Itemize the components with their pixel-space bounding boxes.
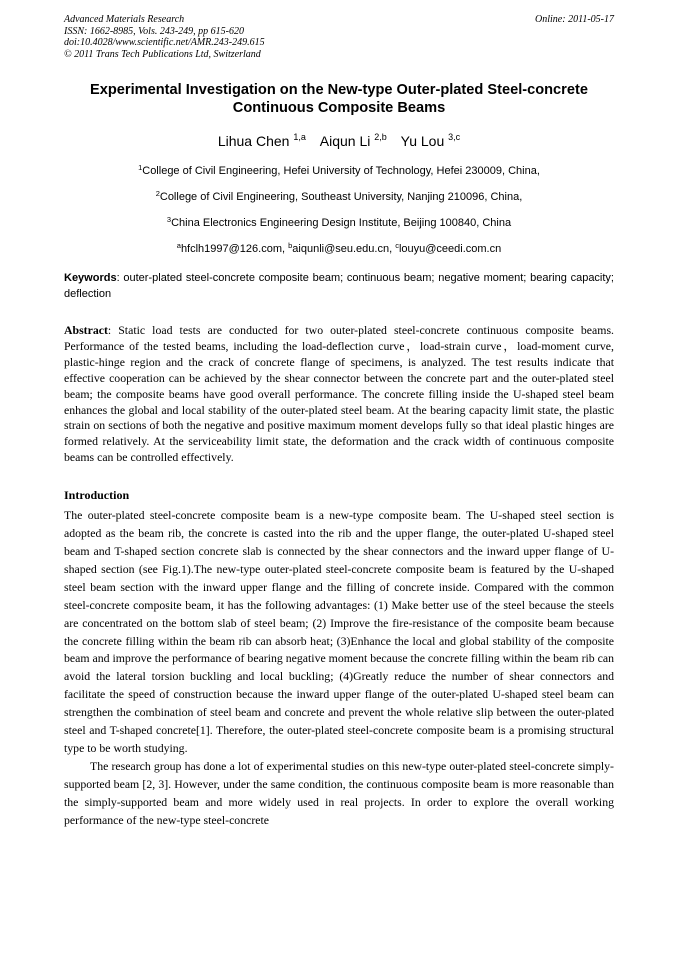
affiliation: $^3$China Electronics Engineering Design Institute, Beijing 100840, China <box>166 215 512 229</box>
author-name: Aiqun Li <box>319 133 371 149</box>
abstract-label: Abstract <box>64 323 108 337</box>
author <box>218 133 306 149</box>
title-line-2: Continuous Composite Beams <box>232 99 446 116</box>
body-paragraph: The outer-plated steel-concrete composite beam is a new-type composite beam. The U-shaped steel section is adopted as the beam rib, the concrete is casted into the rib and the upper flange, the outer-plated U-shaped steel beam and T-shaped section concrete slab is connected by the shear connectors and the inward upper flange of U-shaped section (see Fig.1).The new-type outer-plated steel-concrete composite beam is featured by the U-shaped steel beam section with the inward upper flange and the filling of concrete inside. Compared with the common steel-concrete composite beam, it has the following advantages: (1) Make better use of the steel because the steels are concentrated on the bottom slab of steel beam; (2) Improve the fire-resistance of the composite beam because the concrete filling within the beam rib can absorb heat; (3)Enhance the local and global stability of the composite beam and improve the performance of bearing negative moment because the concrete filling within the beam rib can avoid the lateral torsion buckling and local buckling; (4)Greatly reduce the number of shear connectors and facilitate the speed of construction because the inward upper flange of the outer-plated U-shaped steel beam can strengthen the combination of steel beam and concrete and prevent the whole relative slip between the outer-plated steel and T-shaped concrete[1]. Therefore, the outer-plated steel-concrete composite beam is a promising structural type to be worth studying. <box>64 508 614 755</box>
affiliations <box>64 164 614 257</box>
paper-title <box>64 82 614 117</box>
publication-info <box>64 14 614 60</box>
abstract-block <box>64 323 614 466</box>
copyright-line: © 2011 Trans Tech Publications Ltd, Switzerland <box>64 48 261 60</box>
keywords-block <box>64 270 614 302</box>
author-list <box>64 131 614 151</box>
author-name: Lihua Chen <box>217 133 290 149</box>
affiliation: $^2$College of Civil Engineering, Southeast University, Nanjing 210096, China, <box>155 189 523 203</box>
author <box>401 133 461 149</box>
journal-name: Advanced Materials Research <box>64 14 185 25</box>
title-line-1: Experimental Investigation on the New-type Outer-plated Steel-concrete <box>90 82 588 98</box>
introduction-heading: Introduction <box>64 488 130 503</box>
issn-line: ISSN: 1662-8985, Vols. 243-249, pp 615-620 <box>64 25 244 37</box>
online-date: Online: 2011-05-17 <box>535 14 614 25</box>
author-emails: $^a$hfclh1997@126.com, $^b$aiqunli@seu.edu.cn, $^c$louyu@ceedi.com.cn <box>176 241 502 255</box>
author <box>320 133 387 149</box>
author-superscript: 2,b <box>374 132 387 142</box>
body-paragraph: The research group has done a lot of experimental studies on this new-type outer-plated steel-concrete simply-supported beam [2, 3]. However, under the same condition, the continuous composite beam is more reasonable than the simply-supported beam and more widely used in real projects. In order to explore the overall working performance of the new-type steel-concrete <box>64 758 614 827</box>
publication-header <box>64 14 614 62</box>
author-superscript: 3,c <box>448 132 461 142</box>
author-name: Yu Lou <box>400 133 445 149</box>
abstract-text: : Static load tests are conducted for two outer-plated steel-concrete continuous composite beams. Performance of the tested beams, including the load-deflection curve，load-strain curve，load-moment curve, plastic-hinge region and the crack of concrete flange of specimens, is analyzed. The test results indicate that effective cooperation can be achieved by the shear connector between the concrete part and the outer-plated steel beam; the composite beams have good overall performance. The concrete filling inside the U-shaped steel beam enhances the global and local stability of the outer-plated steel beam. At the bearing capacity limit state, the plastic strain on sections of both the negative and positive maximum moment develops fully so that ideal plastic hinges are formed relatively. At the serviceability limit state, the deformation and the crack width of continuous composite beams can be controlled effectively. <box>64 323 614 465</box>
author-superscript: 1,a <box>293 132 306 142</box>
keywords-label: Keywords <box>64 272 117 284</box>
keywords-text: : outer-plated steel-concrete composite beam; continuous beam; negative moment; bearing capacity; deflection <box>64 272 614 300</box>
doi-line: doi:10.4028/www.scientific.net/AMR.243-249.615 <box>64 37 265 48</box>
paper-page <box>64 14 614 829</box>
affiliation: $^1$College of Civil Engineering, Hefei University of Technology, Hefei 230009, China, <box>138 163 540 177</box>
